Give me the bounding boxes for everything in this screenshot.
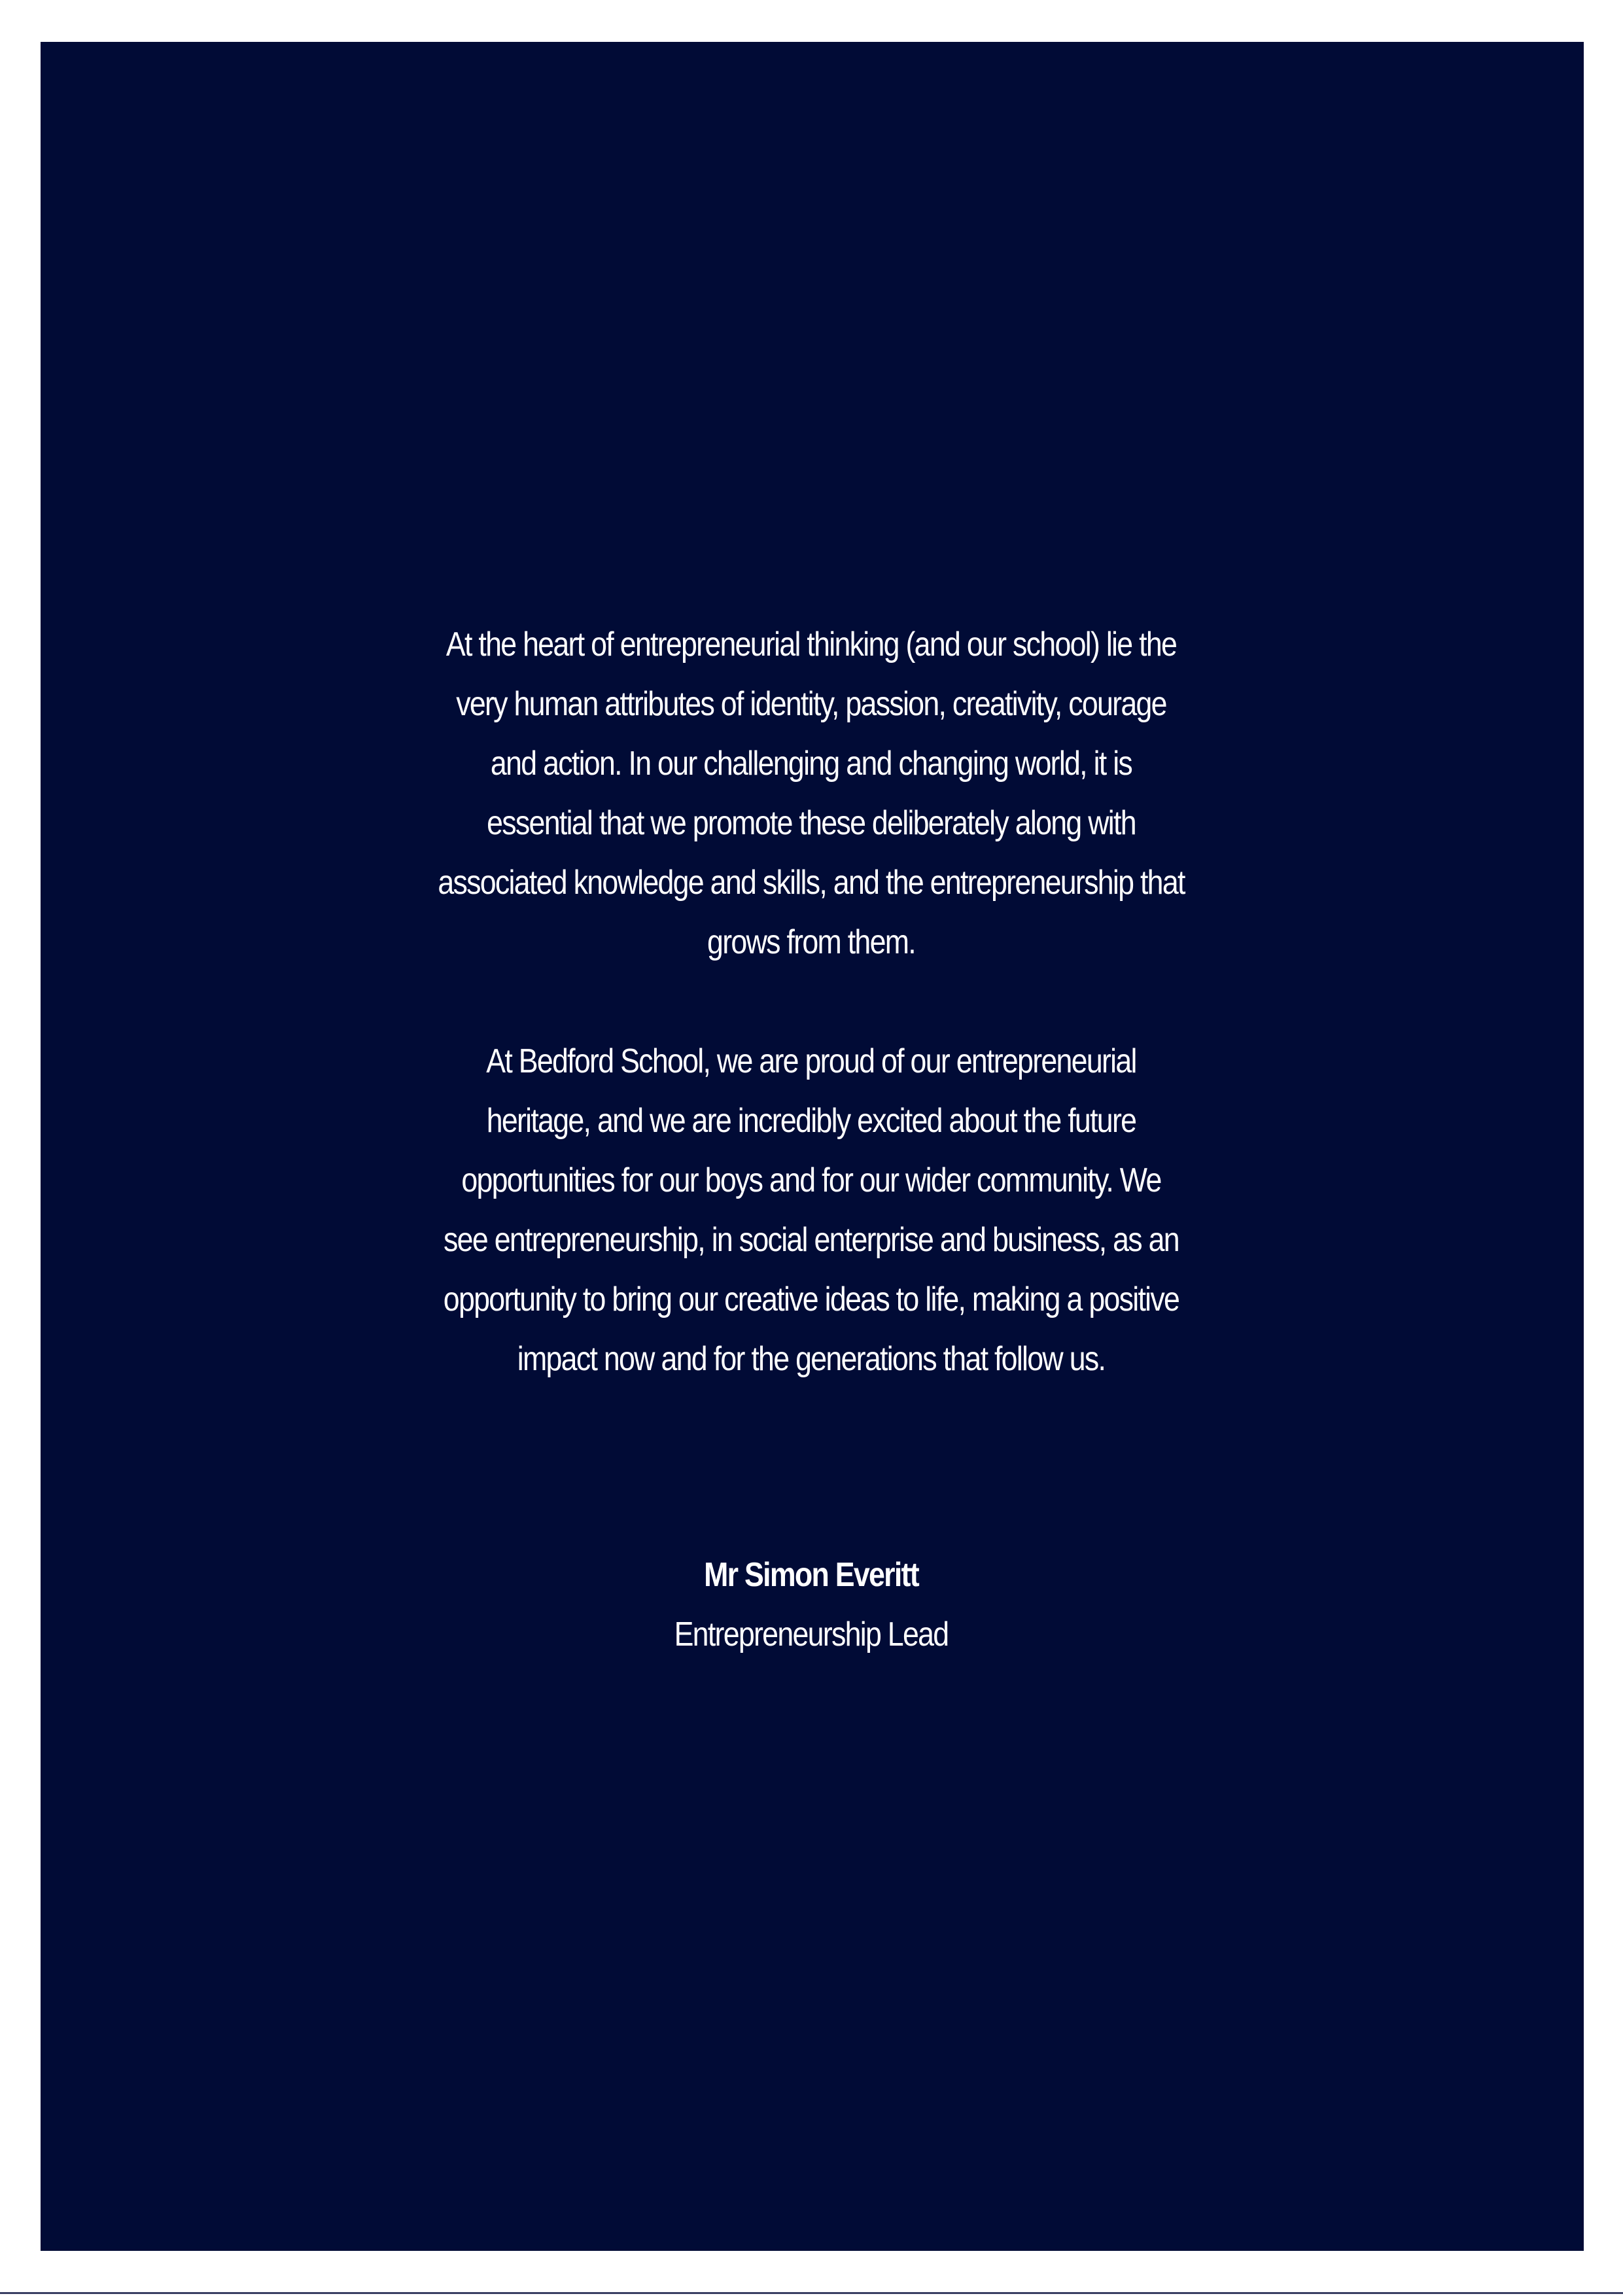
signature-role: Entrepreneurship Lead bbox=[674, 1616, 949, 1653]
quote-text-block bbox=[417, 615, 1205, 1389]
quote-paragraph-1: At the heart of entrepreneurial thinking (and our school) lie the very human attributes of identity, passion, creativity, courage and action. In our challenging and changing world, it is essential that we promote these deliberately along with associated knowledge and skills, and the entrepreneurship that grows from them. bbox=[438, 626, 1185, 961]
bottom-divider bbox=[0, 2292, 1623, 2294]
signature-block bbox=[417, 1545, 1205, 1665]
signature-name: Mr Simon Everitt bbox=[704, 1556, 918, 1594]
quote-paragraph-2: At Bedford School, we are proud of our entrepreneurial heritage, and we are incredibly excited about the future opportunities for our boys and for our wider community. We see entrepreneurship, in social enterprise and business, as an opportunity to bring our creative ideas to life, making a positive impact now and for the generations that follow us. bbox=[443, 1042, 1179, 1378]
